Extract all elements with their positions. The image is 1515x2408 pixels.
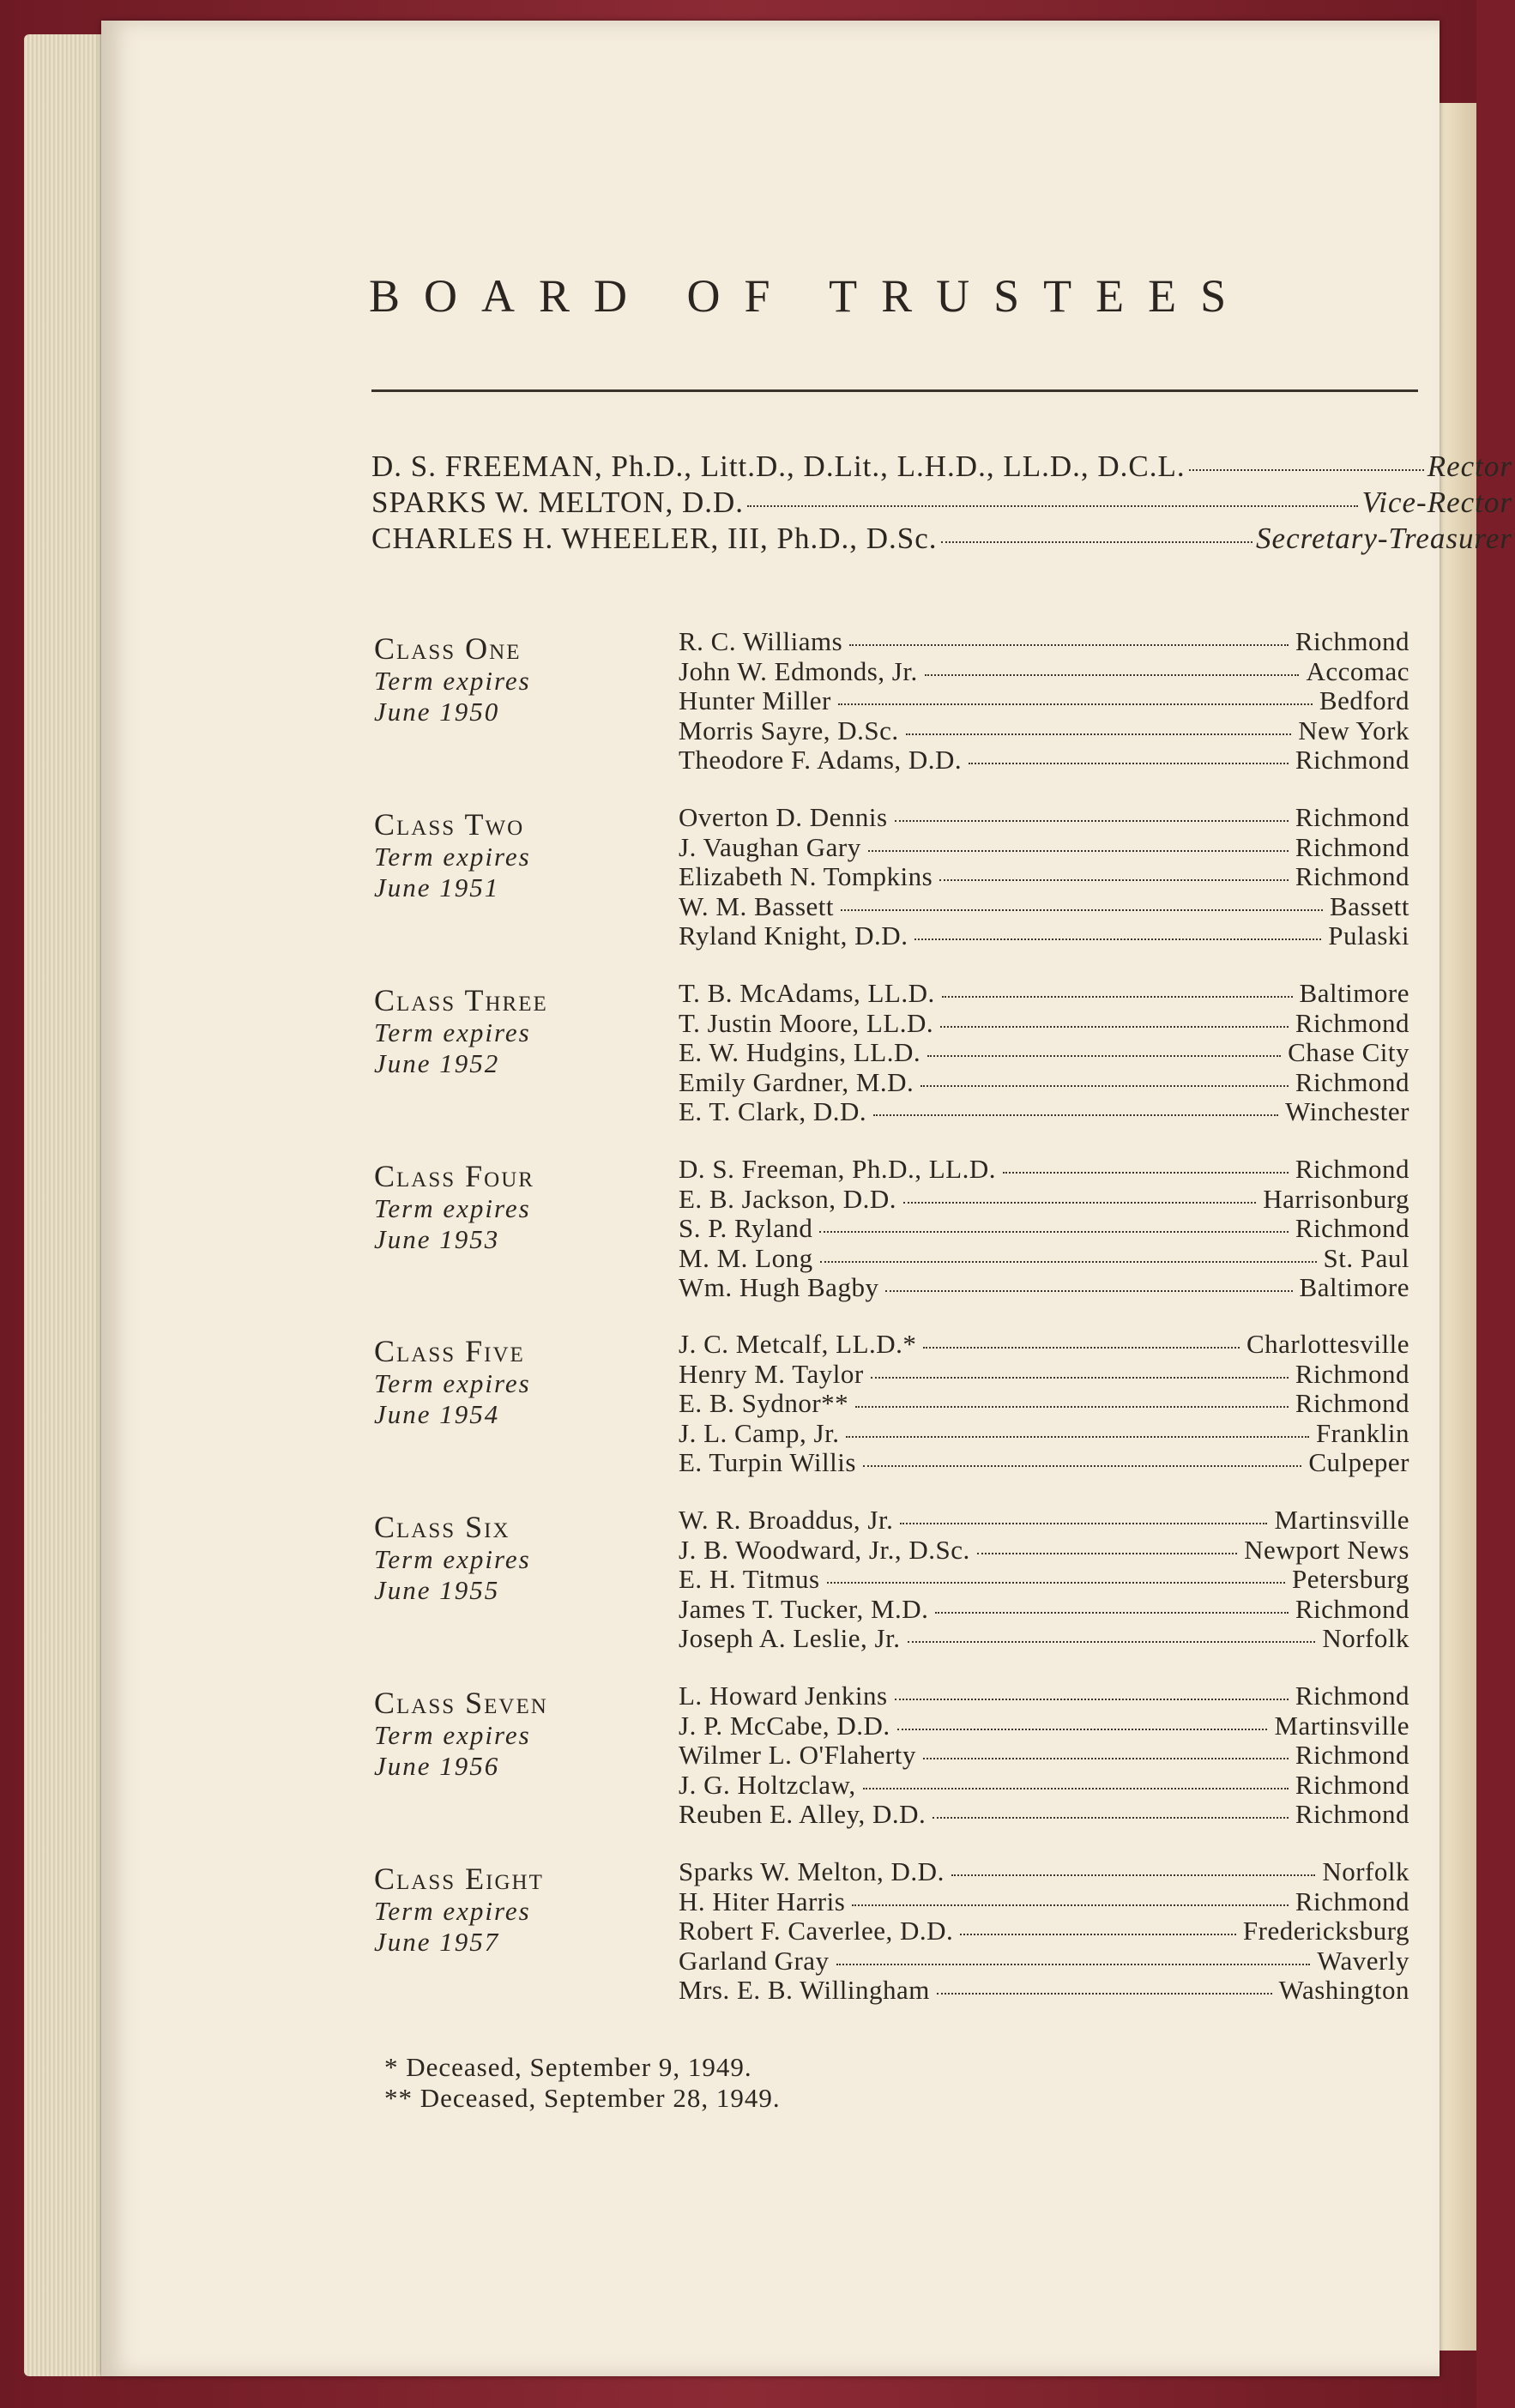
class-name: Class Four (374, 1159, 534, 1193)
member-row (679, 1213, 1409, 1243)
dot-leader (977, 1553, 1237, 1554)
class-term: Term expires (374, 842, 531, 872)
class-term: Term expires (374, 1368, 531, 1398)
dot-leader (852, 1904, 1289, 1906)
officer-rector (371, 450, 1512, 484)
class-block (374, 626, 1515, 803)
dot-leader (846, 1436, 1308, 1438)
member-place: Richmond (1295, 1799, 1409, 1829)
dot-leader (863, 1788, 1289, 1789)
dot-leader (933, 1817, 1289, 1819)
member-place: Charlottesville (1246, 1329, 1409, 1359)
dot-leader (927, 1055, 1281, 1057)
dot-leader (820, 1261, 1317, 1263)
officer-vice-rector (371, 486, 1512, 520)
dot-leader (841, 909, 1323, 911)
member-row (679, 1535, 1409, 1565)
book-page (101, 21, 1512, 2376)
member-name: L. Howard Jenkins (679, 1681, 888, 1711)
class-label (374, 1862, 657, 1958)
member-name: Morris Sayre, D.Sc. (679, 715, 899, 745)
member-list (679, 626, 1409, 775)
member-place: Baltimore (1299, 1272, 1409, 1302)
title-rule (371, 389, 1418, 392)
member-name: E. W. Hudgins, LL.D. (679, 1037, 921, 1067)
dot-leader (863, 1465, 1301, 1467)
class-year: June 1954 (374, 1399, 500, 1429)
class-term: Term expires (374, 1193, 531, 1223)
dot-leader (969, 763, 1289, 764)
member-name: T. B. McAdams, LL.D. (679, 978, 935, 1008)
class-block (374, 1681, 1515, 1857)
member-name: H. Hiter Harris (679, 1886, 846, 1916)
member-name: James T. Tucker, M.D. (679, 1593, 929, 1624)
class-label (374, 807, 657, 903)
member-row (679, 832, 1409, 862)
member-name: E. Turpin Willis (679, 1447, 856, 1477)
officer-name: SPARKS W. MELTON, D.D. (371, 486, 745, 519)
dot-leader (871, 1377, 1289, 1379)
dot-leader (923, 1758, 1289, 1759)
class-name: Class Six (374, 1510, 510, 1544)
class-block (374, 1154, 1515, 1331)
member-name: Overton D. Dennis (679, 802, 888, 832)
member-place: Richmond (1295, 745, 1409, 775)
dot-leader (940, 1026, 1289, 1028)
member-place: Richmond (1295, 831, 1409, 862)
member-row (679, 1623, 1409, 1653)
class-name: Class Eight (374, 1862, 544, 1896)
officer-role: Vice-Rector (1361, 486, 1512, 519)
dot-leader (868, 850, 1289, 852)
member-name: Mrs. E. B. Willingham (679, 1975, 930, 2005)
member-name: T. Justin Moore, LL.D. (679, 1007, 934, 1038)
member-name: Robert F. Caverlee, D.D. (679, 1916, 954, 1946)
member-place: Richmond (1295, 802, 1409, 832)
member-row (679, 1681, 1409, 1711)
member-name: W. M. Bassett (679, 890, 835, 921)
member-name: Wilmer L. O'Flaherty (679, 1740, 916, 1770)
member-row (679, 1711, 1409, 1741)
member-row (679, 1799, 1409, 1829)
class-term: Term expires (374, 1720, 531, 1750)
dot-leader (920, 1085, 1289, 1087)
dot-leader (747, 505, 1358, 507)
member-row (679, 861, 1409, 891)
dot-leader (827, 1582, 1285, 1584)
dot-leader (849, 644, 1289, 646)
member-row (679, 978, 1409, 1008)
member-place: Accomac (1306, 655, 1409, 686)
member-place: Norfolk (1322, 1623, 1409, 1653)
class-year: June 1957 (374, 1927, 500, 1957)
class-year: June 1952 (374, 1048, 500, 1078)
member-row (679, 1418, 1409, 1448)
member-place: Richmond (1295, 1681, 1409, 1711)
dot-leader (819, 1231, 1288, 1233)
class-label (374, 1686, 657, 1782)
member-place: New York (1298, 715, 1409, 745)
dot-leader (895, 820, 1289, 822)
member-name: R. C. Williams (679, 626, 843, 656)
page-title: BOARD OF TRUSTEES (369, 270, 1251, 322)
member-place: Richmond (1295, 1593, 1409, 1624)
member-list (679, 802, 1409, 951)
member-row (679, 1272, 1409, 1302)
member-name: J. P. McCabe, D.D. (679, 1710, 890, 1741)
member-name: J. B. Woodward, Jr., D.Sc. (679, 1534, 970, 1565)
class-name: Class Three (374, 983, 548, 1017)
dot-leader (908, 1641, 1316, 1643)
dot-leader (903, 1202, 1256, 1204)
dot-leader (1003, 1172, 1289, 1174)
class-block (374, 1505, 1515, 1681)
dot-leader (906, 733, 1292, 735)
member-place: Norfolk (1322, 1856, 1409, 1886)
member-row (679, 1946, 1409, 1976)
footnote: ** Deceased, September 28, 1949. (384, 2083, 781, 2113)
member-place: Baltimore (1299, 978, 1409, 1008)
member-place: Fredericksburg (1242, 1916, 1409, 1946)
member-row (679, 1916, 1409, 1946)
class-term: Term expires (374, 1544, 531, 1574)
class-year: June 1955 (374, 1575, 500, 1605)
class-name: Class One (374, 631, 522, 666)
class-term: Term expires (374, 1017, 531, 1047)
member-name: Theodore F. Adams, D.D. (679, 745, 963, 775)
class-year: June 1956 (374, 1751, 500, 1781)
dot-leader (960, 1934, 1236, 1935)
member-row (679, 1067, 1409, 1097)
member-row (679, 1243, 1409, 1273)
member-row (679, 656, 1409, 686)
member-row (679, 802, 1409, 832)
dot-leader (925, 674, 1300, 676)
footnote: * Deceased, September 9, 1949. (384, 2052, 752, 2082)
member-name: W. R. Broaddus, Jr. (679, 1505, 894, 1535)
member-place: Richmond (1295, 861, 1409, 891)
officer-role: Rector (1427, 450, 1512, 483)
member-row (679, 1037, 1409, 1067)
dot-leader (937, 1993, 1272, 1995)
member-name: E. B. Jackson, D.D. (679, 1183, 897, 1214)
member-place: Chase City (1288, 1037, 1409, 1067)
member-list (679, 1154, 1409, 1302)
member-place: Richmond (1295, 1154, 1409, 1184)
member-row (679, 1886, 1409, 1916)
class-year: June 1950 (374, 697, 500, 727)
dot-leader (935, 1612, 1288, 1614)
member-name: J. Vaughan Gary (679, 831, 861, 862)
class-term: Term expires (374, 1896, 531, 1926)
member-row (679, 685, 1409, 715)
member-place: Culpeper (1308, 1447, 1409, 1477)
member-place: Harrisonburg (1263, 1183, 1409, 1214)
member-list (679, 1505, 1409, 1653)
member-name: E. B. Sydnor** (679, 1388, 849, 1418)
member-name: J. L. Camp, Jr. (679, 1417, 840, 1448)
member-name: M. M. Long (679, 1242, 813, 1273)
dot-leader (939, 879, 1289, 881)
member-place: Bedford (1319, 685, 1409, 715)
dot-leader (1189, 469, 1424, 471)
member-place: Newport News (1244, 1534, 1409, 1565)
page-content (101, 21, 1512, 2376)
class-block (374, 1329, 1515, 1506)
class-block (374, 1856, 1515, 2033)
member-row (679, 1329, 1409, 1359)
member-row (679, 1184, 1409, 1214)
member-row (679, 1359, 1409, 1389)
member-list (679, 978, 1409, 1126)
member-place: Franklin (1315, 1417, 1409, 1448)
member-name: S. P. Ryland (679, 1213, 813, 1243)
member-row (679, 745, 1409, 775)
officer-name: D. S. FREEMAN, Ph.D., Litt.D., D.Lit., L.H.D., LL.D., D.C.L. (371, 450, 1186, 483)
dot-leader (941, 541, 1253, 543)
member-name: E. H. Titmus (679, 1564, 820, 1594)
member-row (679, 1008, 1409, 1038)
member-name: Joseph A. Leslie, Jr. (679, 1623, 901, 1653)
class-term: Term expires (374, 666, 531, 696)
member-place: Richmond (1295, 1066, 1409, 1097)
class-block (374, 978, 1515, 1155)
member-name: Reuben E. Alley, D.D. (679, 1799, 927, 1829)
member-place: Richmond (1295, 1740, 1409, 1770)
class-year: June 1953 (374, 1224, 500, 1254)
member-row (679, 715, 1409, 745)
member-row (679, 1447, 1409, 1477)
officer-role: Secretary-Treasurer (1256, 522, 1512, 555)
member-name: Henry M. Taylor (679, 1358, 864, 1389)
member-place: Winchester (1285, 1096, 1409, 1126)
member-row (679, 1975, 1409, 2005)
member-place: St. Paul (1323, 1242, 1409, 1273)
member-place: Richmond (1295, 1769, 1409, 1800)
class-label (374, 1159, 657, 1255)
member-place: Waverly (1317, 1945, 1409, 1976)
officer-secretary-treasurer (371, 522, 1512, 556)
dot-leader (836, 1964, 1311, 1965)
dot-leader (942, 996, 1293, 998)
member-name: John W. Edmonds, Jr. (679, 655, 918, 686)
member-place: Richmond (1295, 1007, 1409, 1038)
dot-leader (914, 938, 1321, 940)
member-list (679, 1856, 1409, 2005)
member-name: D. S. Freeman, Ph.D., LL.D. (679, 1154, 996, 1184)
class-label (374, 631, 657, 727)
member-list (679, 1681, 1409, 1829)
member-place: Richmond (1295, 1388, 1409, 1418)
class-label (374, 1510, 657, 1606)
member-name: Emily Gardner, M.D. (679, 1066, 914, 1097)
member-row (679, 1096, 1409, 1126)
member-name: Hunter Miller (679, 685, 831, 715)
member-row (679, 626, 1409, 656)
member-row (679, 1856, 1409, 1886)
member-place: Washington (1278, 1975, 1409, 2005)
member-place: Richmond (1295, 1358, 1409, 1389)
class-name: Class Seven (374, 1686, 548, 1720)
member-place: Bassett (1329, 890, 1409, 921)
member-name: J. C. Metcalf, LL.D.* (679, 1329, 917, 1359)
dot-leader (873, 1114, 1278, 1116)
member-name: Sparks W. Melton, D.D. (679, 1856, 945, 1886)
member-row (679, 1740, 1409, 1770)
member-name: Garland Gray (679, 1945, 830, 1976)
member-name: Elizabeth N. Tompkins (679, 861, 933, 891)
class-block (374, 802, 1515, 979)
member-place: Richmond (1295, 1213, 1409, 1243)
member-name: J. G. Holtzclaw, (679, 1769, 856, 1800)
member-name: E. T. Clark, D.D. (679, 1096, 867, 1126)
officer-name: CHARLES H. WHEELER, III, Ph.D., D.Sc. (371, 522, 938, 555)
dot-leader (897, 1729, 1268, 1730)
member-place: Pulaski (1328, 920, 1409, 951)
member-name: Ryland Knight, D.D. (679, 920, 908, 951)
dot-leader (838, 703, 1313, 705)
member-row (679, 891, 1409, 921)
member-place: Petersburg (1291, 1564, 1409, 1594)
class-label (374, 983, 657, 1079)
member-place: Richmond (1295, 1886, 1409, 1916)
member-row (679, 920, 1409, 951)
class-label (374, 1334, 657, 1430)
member-row (679, 1154, 1409, 1184)
dot-leader (855, 1406, 1289, 1408)
class-name: Class Five (374, 1334, 525, 1368)
member-row (679, 1505, 1409, 1535)
dot-leader (923, 1347, 1240, 1349)
member-name: Wm. Hugh Bagby (679, 1272, 879, 1302)
dot-leader (895, 1699, 1289, 1700)
member-row (679, 1594, 1409, 1624)
dot-leader (900, 1523, 1267, 1524)
dot-leader (951, 1874, 1316, 1876)
member-place: Martinsville (1274, 1710, 1409, 1741)
class-year: June 1951 (374, 872, 500, 902)
member-row (679, 1388, 1409, 1418)
class-name: Class Two (374, 807, 525, 842)
member-row (679, 1564, 1409, 1594)
member-place: Richmond (1295, 626, 1409, 656)
member-place: Martinsville (1274, 1505, 1409, 1535)
member-list (679, 1329, 1409, 1477)
member-row (679, 1770, 1409, 1800)
dot-leader (885, 1290, 1292, 1292)
